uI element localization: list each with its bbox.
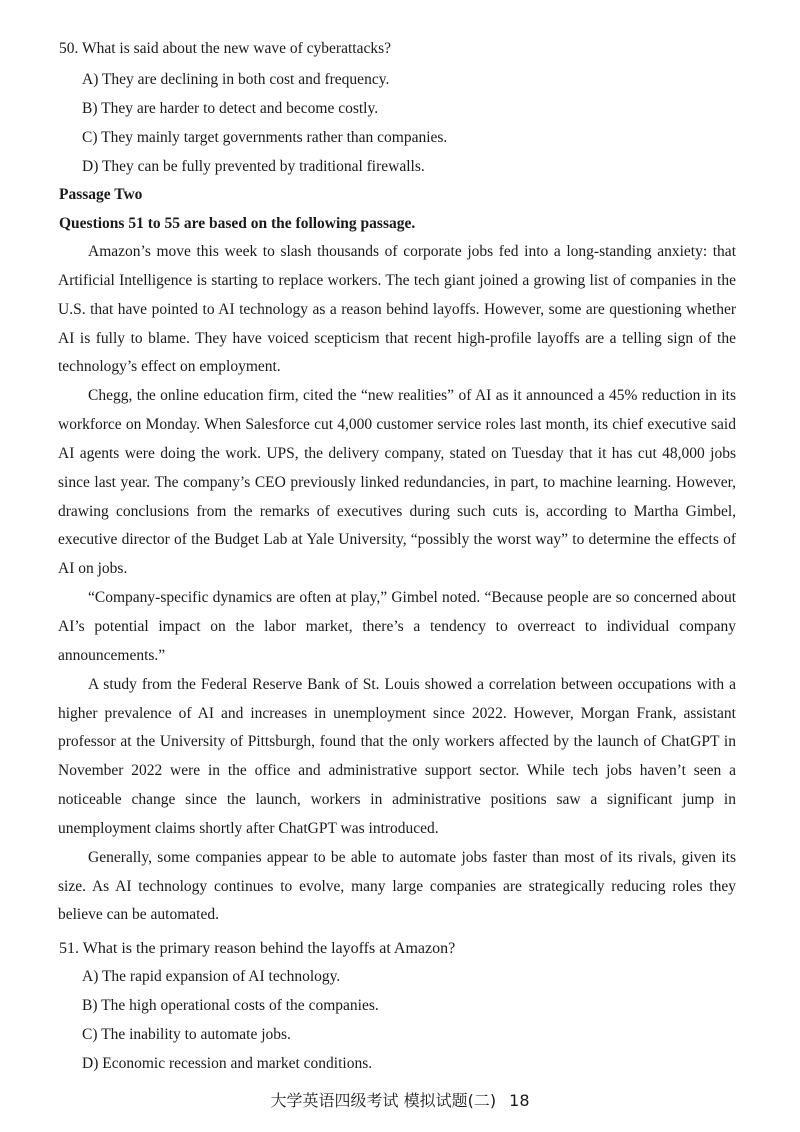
paragraph-1: Amazon’s move this week to slash thousands of corporate jobs fed into a long-standing anxiety: that Artificial Intelligence is starting to replace workers. The tech giant joined a growing list of companies in the U.S. that have pointed to AI technology as a reason behind layoffs. However, some are questioning whether AI is fully to blame. They have voiced scepticism that recent high-profile layoffs are a telling sign of the technology’s effect on employment. xyxy=(58,243,736,376)
paragraph-4: A study from the Federal Reserve Bank of St. Louis showed a correlation between occupations with a higher prevalence of AI and increases in unemployment since 2022. However, Morgan Frank, assistant professor at the University of Pittsburgh, found that the only workers affected by the launch of ChatGPT in November 2022 were in the office and administrative support sector. While tech jobs haven’t seen a noticeable change since the launch, workers in administrative positions saw a significant jump in unemployment claims shortly after ChatGPT was introduced. xyxy=(58,675,736,837)
question-50-option-b: B) They are harder to detect and become costly. xyxy=(82,100,379,117)
question-51-stem: 51. What is the primary reason behind the layoffs at Amazon? xyxy=(59,940,456,957)
question-51-option-b: B) The high operational costs of the companies. xyxy=(82,997,379,1014)
question-51-option-a: A) The rapid expansion of AI technology. xyxy=(82,968,341,985)
paragraph-5: Generally, some companies appear to be able to automate jobs faster than most of its rivals, given its size. As AI technology continues to evolve, many large companies are strategically reducing roles they believe can be automated. xyxy=(58,848,736,924)
paragraph-2: Chegg, the online education firm, cited the “new realities” of AI as it announced a 45% reduction in its workforce on Monday. When Salesforce cut 4,000 customer service roles last month, its chief executive said AI agents were doing the work. UPS, the delivery company, stated on Tuesday that it has cut 48,000 jobs since last year. The company’s CEO previously linked redundancies, in part, to machine learning. However, drawing conclusions from the remarks of executives during such cuts is, according to Martha Gimbel, executive director of the Budget Lab at Yale University, “possibly the worst way” to determine the effects of AI on jobs. xyxy=(58,387,736,578)
passage-title: Passage Two xyxy=(59,186,143,203)
question-51-option-d: D) Economic recession and market conditions. xyxy=(82,1055,373,1072)
page-footer xyxy=(0,1088,800,1111)
question-50-stem: 50. What is said about the new wave of cyberattacks? xyxy=(59,40,391,57)
passage-instruction: Questions 51 to 55 are based on the following passage. xyxy=(59,215,416,232)
paragraph-3: “Company-specific dynamics are often at play,” Gimbel noted. “Because people are so concerned about AI’s potential impact on the labor market, there’s a tendency to overreact to individual company announcements.” xyxy=(58,589,736,664)
passage-body xyxy=(58,238,736,930)
page-number: 18 xyxy=(509,1091,530,1110)
question-50-option-d: D) They can be fully prevented by traditional firewalls. xyxy=(82,158,425,175)
question-51-option-c: C) The inability to automate jobs. xyxy=(82,1026,291,1043)
question-50-option-a: A) They are declining in both cost and frequency. xyxy=(82,71,390,88)
footer-title: 大学英语四级考试 模拟试题(二) xyxy=(270,1091,497,1110)
question-50-option-c: C) They mainly target governments rather than companies. xyxy=(82,129,448,146)
